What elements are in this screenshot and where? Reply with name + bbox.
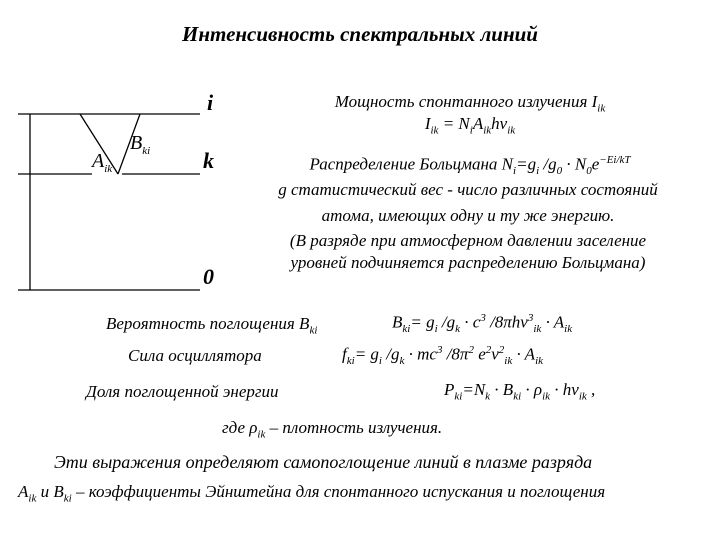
spontaneous-emission-label: Мощность спонтанного излучения $I_{ik}$ [334, 92, 606, 115]
level-0-label: 0 [203, 264, 214, 289]
oscillator-strength-formula: $f_{ki}= g_i$ $/g_k \cdot mc^3$ $/8\pi^2$ $e^2\nu^2_{ik} \cdot A_{ik}$ [342, 344, 544, 368]
summary-line-1: Эти выражения определяют самопоглощение линий в плазме разряда [54, 452, 593, 472]
coefficient-b-label: $B_{ki}$ [130, 132, 151, 157]
radiation-density-note: где $\rho_{ik}$ – плотность излучения. [222, 418, 443, 441]
absorbed-energy-label: Доля поглощенной энергии [86, 382, 279, 401]
spontaneous-emission-formula: $I_{ik} = N_iA_{ik}h\nu_{ik}$ [424, 114, 516, 137]
absorption-probability-formula: $B_{ki}= g_i$ $/g_k \cdot c^3$ $/8\pi h\nu^3_{ik} \cdot A_{ik}$ [392, 312, 573, 336]
boltzmann-note-line-1: (В разряде при атмосферном давлении заселение [289, 231, 647, 250]
summary-line-2: $A_{ik}$ и $B_{ki}$ – коэффициенты Эйнштейна для спонтанного испускания и поглощения [18, 482, 606, 505]
page-title: Интенсивность спектральных линий [182, 22, 538, 46]
energy-level-diagram [0, 0, 230, 300]
oscillator-strength-label: Сила осциллятора [128, 346, 262, 365]
absorption-probability-label: Вероятность поглощения $B_{ki}$ [106, 314, 318, 337]
coefficient-a-label: $A_{ik}$ [92, 150, 113, 175]
statistical-weight-line-1: g статистический вес - число различных состояний [278, 180, 658, 199]
boltzmann-formula: Распределение Больцмана $N_i=g_i$ $/g_0 \cdot N_0e^{-Ei/kT}$ [309, 154, 631, 178]
level-i-label: i [207, 90, 214, 115]
boltzmann-note-line-2: уровней подчиняется распределению Больцмана) [290, 253, 646, 272]
absorbed-energy-formula: $P_{ki}=N_k \cdot B_{ki} \cdot \rho_{ik} \cdot h\nu_{ik}$ , [444, 380, 596, 403]
level-k-label: k [203, 148, 214, 173]
statistical-weight-line-2: атома, имеющих одну и ту же энергию. [321, 206, 615, 225]
